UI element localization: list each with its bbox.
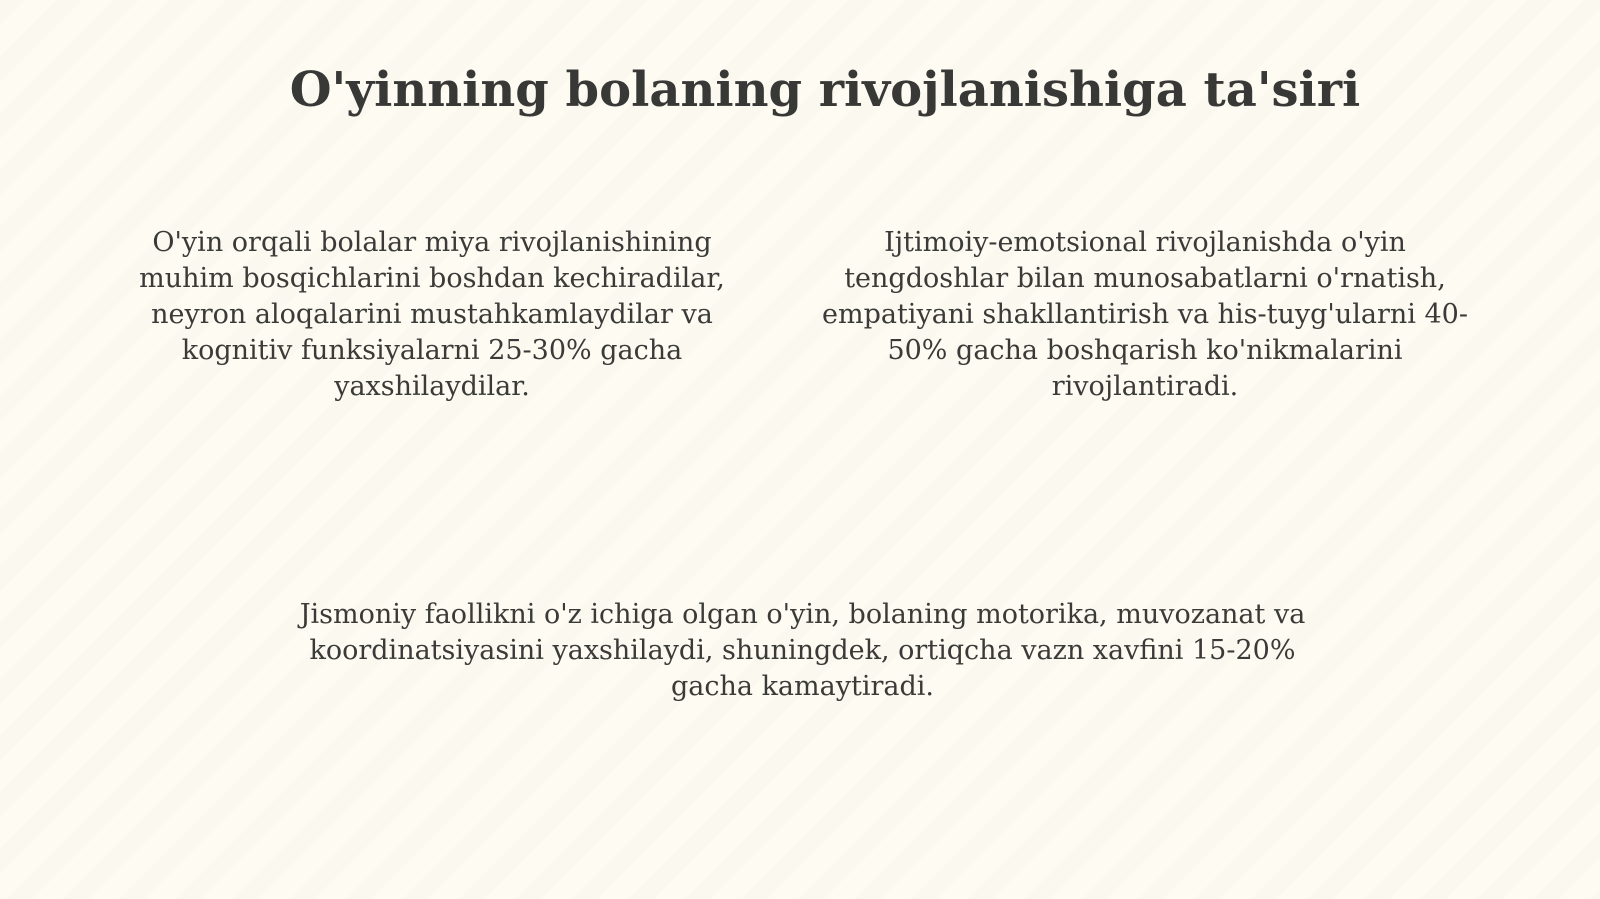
text-block-brain-development: O'yin orqali bolalar miya rivojlanishining muhim bosqichlarini boshdan kechiradilar, neyron aloqalarini mustahkamlaydilar va kognitiv funksiyalarni 25-30% gacha yaxshilaydilar. [139, 227, 725, 402]
text-block-physical-activity: Jismoniy faollikni o'z ichiga olgan o'yin, bolaning motorika, muvozanat va koordinatsiyasini yaxshilaydi, shuningdek, ortiqcha vazn xavfini 15-20% gacha kamaytiradi. [299, 599, 1306, 702]
slide-title: O'yinning bolaning rivojlanishiga ta'siri [289, 62, 1361, 118]
text-block-social-emotional: Ijtimoiy-emotsional rivojlanishda o'yin tengdoshlar bilan munosabatlarni o'rnatish, empatiyani shakllantirish va his-tuyg'ularni 40-50% gacha boshqarish ko'nikmalarini rivojlantiradi. [822, 227, 1468, 402]
